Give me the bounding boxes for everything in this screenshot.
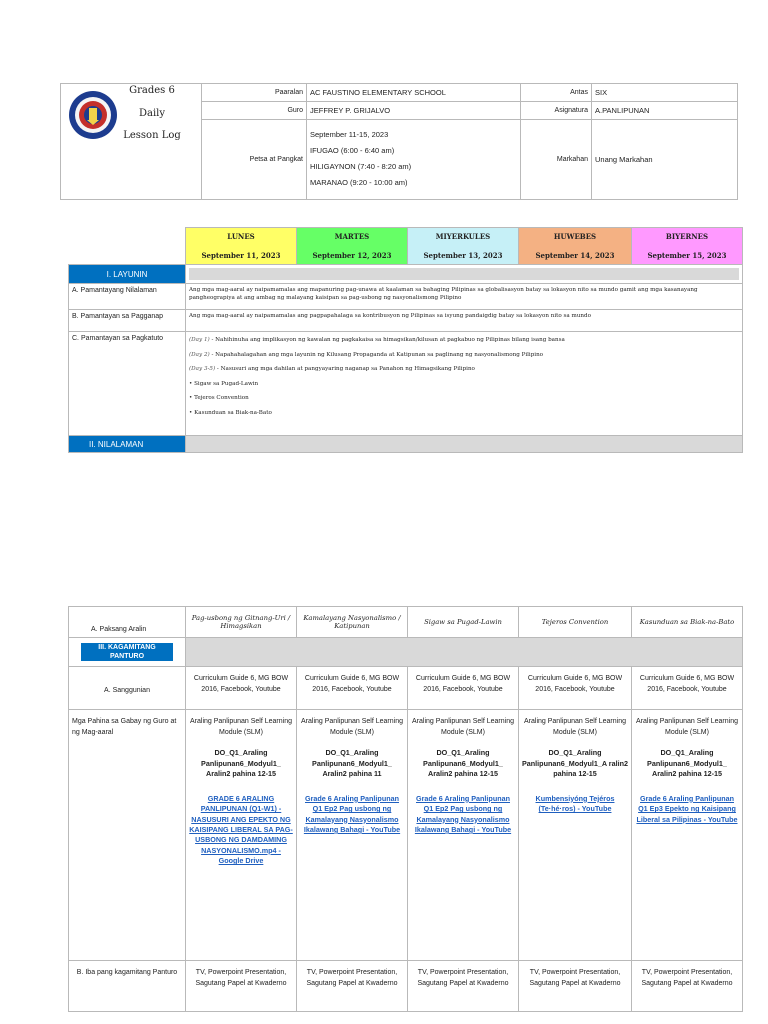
iba-pang-kagamitan-value: TV, Powerpoint Presentation, Sagutang Papel at Kwaderno bbox=[297, 961, 408, 1012]
resources-cell-miyerkules bbox=[408, 710, 519, 961]
topic-header: Kasunduan sa Biak-na-Bato bbox=[632, 607, 743, 638]
resources-cell-martes bbox=[297, 710, 408, 961]
paksang-aralin-label: A. Paksang Aralin bbox=[69, 607, 186, 638]
lesson-plan-table bbox=[68, 227, 743, 453]
slm-text: Araling Panlipunan Self Learning Module (SLM) bbox=[412, 718, 514, 737]
sanggunian-value: Curriculum Guide 6, MG BOW 2016, Facebook, Youtube bbox=[297, 667, 408, 710]
day-header-biyernes bbox=[632, 228, 743, 265]
resources-cell-biyernes bbox=[632, 710, 743, 961]
header-table bbox=[60, 83, 738, 200]
petsa-line: IFUGAO (6:00 - 6:40 am) bbox=[310, 145, 395, 155]
layunin-grey-band bbox=[186, 265, 743, 284]
day-tag: (Day 1) bbox=[189, 337, 210, 343]
day-date: September 13, 2023 bbox=[423, 251, 503, 260]
pagkatuto-content bbox=[186, 332, 743, 436]
pagkatuto-item bbox=[189, 352, 739, 360]
topic-header: Tejeros Convention bbox=[519, 607, 632, 638]
day-header-huwebes bbox=[519, 228, 632, 265]
day-name: BIYERNES bbox=[665, 232, 709, 241]
kagamitang-section-header: III. KAGAMITANG PANTURO bbox=[81, 643, 173, 661]
day-name: LUNES bbox=[227, 232, 255, 241]
kagamitang-header-cell bbox=[69, 638, 186, 667]
petsa-values bbox=[307, 120, 521, 200]
module-reference: DO_Q1_Araling Panlipunan6_Modyul1_ Aralin2 pahina 12-15 bbox=[647, 748, 727, 779]
nilalaman-grey-band bbox=[186, 436, 743, 453]
module-reference: DO_Q1_Araling Panlipunan6_Modyul1_ Aralin2 pahina 11 bbox=[312, 748, 392, 779]
iba-pang-kagamitan-value: TV, Powerpoint Presentation, Sagutang Papel at Kwaderno bbox=[519, 961, 632, 1012]
pagkatuto-bullet: • Tejeros Convention bbox=[189, 395, 249, 402]
petsa-line: September 11-15, 2023 bbox=[310, 129, 389, 139]
day-name: HUWEBES bbox=[553, 232, 597, 241]
iba-pang-kagamitan-value: TV, Powerpoint Presentation, Sagutang Papel at Kwaderno bbox=[186, 961, 297, 1012]
slm-text: Araling Panlipunan Self Learning Module (SLM) bbox=[190, 718, 292, 737]
day-header-miyerkules bbox=[408, 228, 519, 265]
antas-value: SIX bbox=[592, 84, 738, 102]
topic-header: Pag-usbong ng Gitnang-Uri / Himagsikan bbox=[186, 607, 297, 638]
antas-label: Antas bbox=[521, 84, 592, 102]
day-date: September 12, 2023 bbox=[312, 251, 392, 260]
module-reference: DO_Q1_Araling Panlipunan6_Modyul1_ Aralin2 pahina 12-15 bbox=[201, 748, 281, 779]
day-date: September 15, 2023 bbox=[647, 251, 727, 260]
pamantayan-pagganap-label: B. Pamantayan sa Pagganap bbox=[69, 310, 186, 332]
petsa-label: Petsa at Pangkat bbox=[202, 120, 307, 200]
petsa-line: MARANAO (9:20 - 10:00 am) bbox=[310, 177, 408, 187]
pagkatuto-bullet: • Kasunduan sa Biak-na-Bato bbox=[189, 409, 272, 416]
guro-value: JEFFREY P. GRIJALVO bbox=[307, 102, 521, 120]
iba-pang-kagamitan-value: TV, Powerpoint Presentation, Sagutang Papel at Kwaderno bbox=[408, 961, 519, 1012]
sanggunian-value: Curriculum Guide 6, MG BOW 2016, Facebook, Youtube bbox=[632, 667, 743, 710]
slm-text: Araling Panlipunan Self Learning Module (SLM) bbox=[524, 718, 626, 737]
resource-link[interactable]: Grade 6 Araling Panlipunan Q1 Ep2 Pag usbong ng Kamalayang Nasyonalismo Ikalawang Bahagi - YouTube bbox=[303, 793, 401, 834]
sanggunian-value: Curriculum Guide 6, MG BOW 2016, Facebook, Youtube bbox=[186, 667, 297, 710]
iba-pang-kagamitan-value: TV, Powerpoint Presentation, Sagutang Papel at Kwaderno bbox=[632, 961, 743, 1012]
nilalaman-section-header: II. NILALAMAN bbox=[69, 436, 186, 453]
markahan-value: Unang Markahan bbox=[592, 120, 738, 200]
pamantayang-nilalaman-text: Ang mga mag-aaral ay naipamamalas ang mapanuring pag-unawa at kaalaman sa bahaging Pilipinas sa globalisasyon batay sa lokasyon nito sa mundo gamit ang mga kasanayang pangheograpiya at ang ambag ng malayang kaisipan sa pag-usbong ng nasyonalismong Pilipino bbox=[186, 284, 743, 310]
header-title-line-2: Daily bbox=[138, 108, 166, 119]
day-name: MARTES bbox=[334, 232, 370, 241]
day-header-lunes bbox=[186, 228, 297, 265]
pagkatuto-label: C. Pamantayan sa Pagkatuto bbox=[69, 332, 186, 436]
sanggunian-value: Curriculum Guide 6, MG BOW 2016, Facebook, Youtube bbox=[519, 667, 632, 710]
pagkatuto-item bbox=[189, 366, 739, 374]
module-reference: DO_Q1_Araling Panlipunan6_Modyul1_A ralin2 pahina 12-15 bbox=[522, 748, 628, 779]
header-logo-cell bbox=[61, 84, 202, 200]
resource-link[interactable]: Grade 6 Araling Panlipunan Q1 Ep3 Epekto ng Kaisipang Liberal sa Pilipinas - YouTube bbox=[636, 793, 738, 824]
resources-cell-lunes bbox=[186, 710, 297, 961]
header-title-line-3: Lesson Log bbox=[123, 130, 181, 141]
sanggunian-label: A. Sanggunian bbox=[69, 667, 186, 710]
day-tag: (Day 2) bbox=[189, 351, 210, 358]
markahan-label: Markahan bbox=[521, 120, 592, 200]
resources-cell-huwebes bbox=[519, 710, 632, 961]
pagkatuto-item bbox=[189, 337, 739, 345]
pagkatuto-text: - Nahihinuha ang implikasyon ng kawalan ng pagkakaisa sa himagsikan/kilusan at pagkabuo ng Pilipinas bilang isang bansa bbox=[209, 337, 565, 343]
topic-header: Kamalayang Nasyonalismo / Katipunan bbox=[297, 607, 408, 638]
module-reference: DO_Q1_Araling Panlipunan6_Modyul1_ Aralin2 pahina 12-15 bbox=[423, 748, 503, 779]
iba-pang-kagamitan-label: B. Iba pang kagamitang Panturo bbox=[69, 961, 186, 1012]
kagamitang-grey-band bbox=[186, 638, 743, 667]
resource-link[interactable]: GRADE 6 ARALING PANLIPUNAN (Q1-W1) - NASUSURI ANG EPEKTO NG KAISIPANG LIBERAL SA PAG-USBONG NG DAMDAMING NASYONALISMO.mp4 - Google Drive bbox=[189, 793, 293, 866]
pamantayang-nilalaman-label: A. Pamantayang Nilalaman bbox=[69, 284, 186, 310]
day-date: September 11, 2023 bbox=[201, 251, 281, 260]
day-date: September 14, 2023 bbox=[535, 251, 615, 260]
slm-text: Araling Panlipunan Self Learning Module (SLM) bbox=[636, 718, 738, 737]
petsa-line: HILIGAYNON (7:40 - 8:20 am) bbox=[310, 161, 412, 171]
mga-pahina-label: Mga Pahina sa Gabay ng Guro at ng Mag-aaral bbox=[69, 710, 186, 961]
resource-link[interactable]: Kumbensiyóng Tejéros (Te·hé·ros) - YouTube bbox=[535, 793, 615, 814]
sanggunian-value: Curriculum Guide 6, MG BOW 2016, Facebook, Youtube bbox=[408, 667, 519, 710]
guro-label: Guro bbox=[202, 102, 307, 120]
layunin-section-header: I. LAYUNIN bbox=[69, 265, 186, 284]
asignatura-label: Asignatura bbox=[521, 102, 592, 120]
pagkatuto-text: - Nasusuri ang mga dahilan at pangyayaring naganap sa Panahon ng Himagsikang Pilipino bbox=[215, 366, 475, 373]
empty-corner bbox=[69, 228, 186, 265]
day-tag: (Day 3-5) bbox=[189, 366, 216, 373]
pamantayan-pagganap-text: Ang mga mag-aaral ay naipamamalas ang pagpapahalaga sa kontribusyon ng Pilipinas sa isyung pandaigdig batay sa lokasyon nito sa mundo bbox=[186, 310, 743, 332]
slm-text: Araling Panlipunan Self Learning Module (SLM) bbox=[301, 718, 403, 737]
paaralan-label: Paaralan bbox=[202, 84, 307, 102]
resource-link[interactable]: Grade 6 Araling Panlipunan Q1 Ep2 Pag usbong ng Kamalayang Nasyonalismo Ikalawang Bahagi - YouTube bbox=[414, 793, 512, 834]
day-header-martes bbox=[297, 228, 408, 265]
pagkatuto-text: - Napahahalagahan ang mga layunin ng Kilusang Propaganda at Katipunan sa paglinang ng nasyonalismong Pilipino bbox=[209, 351, 544, 358]
paaralan-value: AC FAUSTINO ELEMENTARY SCHOOL bbox=[307, 84, 521, 102]
day-name: MIYERKULES bbox=[435, 232, 491, 241]
header-title-line-1: Grades 6 bbox=[129, 85, 175, 96]
topic-header: Sigaw sa Pugad-Lawin bbox=[408, 607, 519, 638]
pagkatuto-bullet: • Sigaw sa Pugad-Lawin bbox=[189, 380, 259, 387]
asignatura-value: A.PANLIPUNAN bbox=[592, 102, 738, 120]
kagamitan-table bbox=[68, 606, 743, 1012]
